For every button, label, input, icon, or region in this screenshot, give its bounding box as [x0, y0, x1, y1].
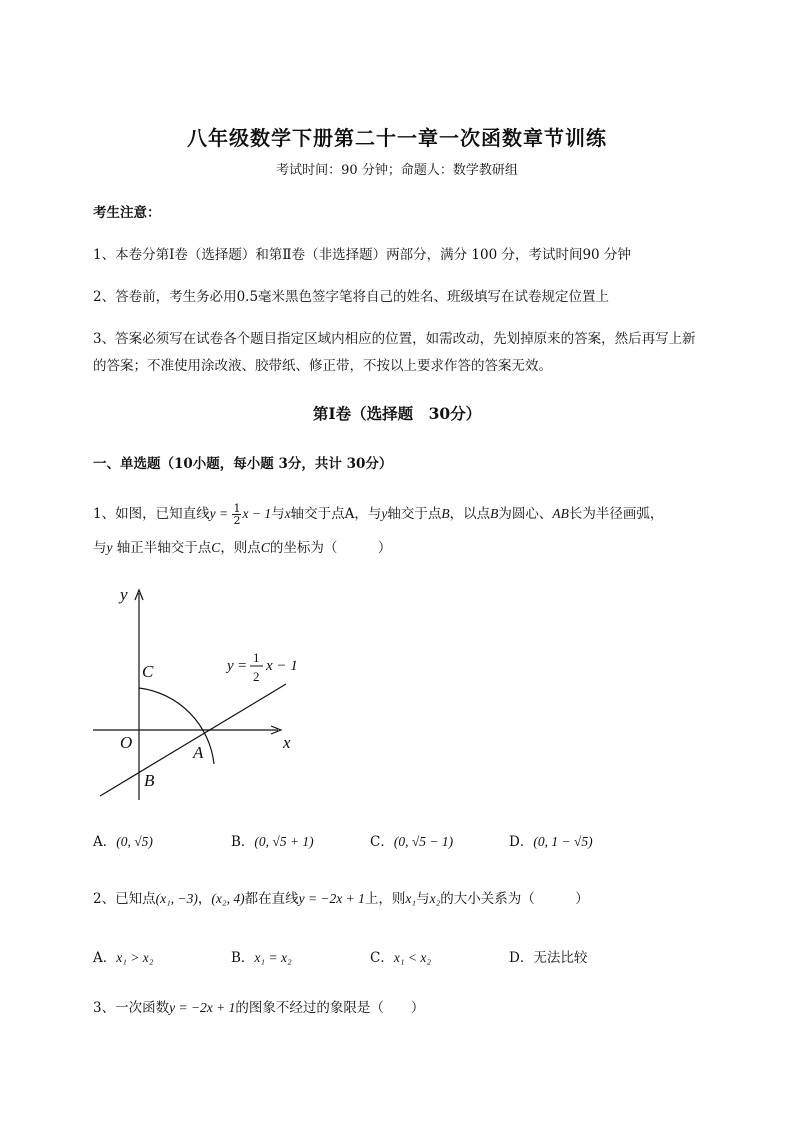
q1-text: 与	[271, 506, 285, 522]
option-letter: C．	[370, 834, 394, 850]
point-c-label: C	[142, 662, 154, 681]
q1-option-a[interactable]	[93, 830, 153, 850]
option-letter: B．	[231, 950, 255, 966]
q1-frac-den: 2	[233, 514, 241, 527]
note-item-2: 2、答卷前，考生务必用0.5毫米黑色签字笔将自己的姓名、班级填写在试卷规定位置上	[93, 289, 610, 305]
eq-den: 2	[253, 669, 260, 684]
q2-text: ，	[197, 891, 212, 907]
option-text: 无法比较	[533, 950, 588, 966]
q2-x2: x₂	[429, 891, 441, 906]
q1-figure	[86, 578, 316, 803]
q1-line1	[93, 502, 663, 526]
note-item-1: 1、本卷分第Ⅰ卷（选择题）和第Ⅱ卷（非选择题）两部分，满分 100 分，考试时间90 分钟	[93, 247, 631, 263]
q1-var-b: B	[441, 506, 450, 521]
q3-stem	[93, 996, 424, 1016]
q1-var-y: y	[106, 540, 113, 555]
part-title: 一、单选题（10小题，每小题 3分，共计 30分）	[93, 456, 393, 472]
eq-equals: =	[238, 658, 247, 674]
q2-option-c[interactable]	[370, 946, 431, 966]
note-item-3-cont: 的答案；不准使用涂改液、胶带纸、修正带，不按以上要求作答的答案无效。	[93, 358, 552, 374]
option-letter: D．	[509, 950, 534, 966]
notes-heading: 考生注意：	[93, 205, 161, 221]
q1-text: 与	[93, 540, 107, 556]
q2-text: 与	[416, 891, 430, 907]
q1-var-x: x	[284, 506, 291, 521]
q3-eq: y = −2x + 1	[169, 1000, 236, 1015]
q2-stem	[93, 887, 589, 907]
eq-num: 1	[253, 650, 260, 665]
q1-var-c: C	[211, 540, 221, 555]
eq-y: y	[227, 658, 234, 674]
q1-var-ab: AB	[552, 506, 569, 521]
q1-option-b[interactable]	[231, 830, 314, 850]
q2-text: 上，则	[364, 891, 406, 907]
page-title: 八年级数学下册第二十一章一次函数章节训练	[187, 126, 607, 150]
q1-eq-rest: x − 1	[242, 506, 272, 521]
q2-text: 的大小关系为（ ）	[440, 891, 589, 907]
option-letter: D．	[509, 834, 534, 850]
x-axis-label: x	[283, 733, 291, 752]
q2-option-d[interactable]	[509, 946, 587, 966]
option-letter: C．	[370, 950, 394, 966]
q1-text: ，则点	[220, 540, 261, 556]
q1-text: 为圆心、	[498, 506, 553, 522]
option-text: (0, √5)	[116, 834, 153, 849]
option-text: x₁ < x₂	[393, 950, 432, 965]
q3-text: 的图象不经过的象限是（ ）	[235, 1000, 425, 1016]
q1-text: 轴正半轴交于点	[112, 540, 212, 556]
option-text: (0, √5 + 1)	[254, 834, 314, 849]
q1-var-c: C	[260, 540, 270, 555]
q2-point-1: (x₁, −3)	[155, 891, 198, 906]
option-letter: B．	[231, 834, 255, 850]
q1-text: 的坐标为（ ）	[269, 540, 392, 556]
q2-point-2: (x₂, 4)	[211, 891, 245, 906]
origin-label: O	[120, 733, 133, 752]
q1-var-y: y	[381, 506, 388, 521]
q1-option-d[interactable]	[509, 830, 593, 850]
option-letter: A．	[93, 834, 117, 850]
q2-option-b[interactable]	[231, 946, 292, 966]
q3-text: 3、一次函数	[93, 1000, 170, 1016]
point-a-label: A	[193, 743, 204, 762]
q1-text: 长为半径画弧，	[568, 506, 664, 522]
option-letter: A．	[93, 950, 117, 966]
q2-x1: x₁	[405, 891, 417, 906]
y-axis-label: y	[120, 585, 128, 604]
exam-info: 考试时间：90 分钟；命题人：数学教研组	[276, 163, 518, 178]
option-text: (0, √5 − 1)	[393, 834, 454, 849]
section-title: 第Ⅰ卷（选择题 30分）	[312, 404, 482, 423]
point-b-label: B	[144, 771, 155, 790]
q1-eq-eq: =	[215, 506, 232, 521]
q1-var-b: B	[490, 506, 499, 521]
option-text: (0, 1 − √5)	[533, 834, 593, 849]
note-item-3: 3、答案必须写在试卷各个题目指定区域内相应的位置，如需改动，先划掉原来的答案，然后再写上新	[93, 331, 696, 347]
q2-line-eq: y = −2x + 1	[298, 891, 365, 906]
q1-option-c[interactable]	[370, 830, 453, 850]
q1-text: ，以点	[449, 506, 491, 522]
q1-text: 1、如图，已知直线	[93, 506, 210, 522]
q1-frac-num: 1	[233, 502, 241, 515]
q1-eq-lhs: y	[209, 506, 216, 521]
q2-text: 2、已知点	[93, 891, 156, 907]
q2-text: 都在直线	[244, 891, 299, 907]
q1-line2	[93, 536, 391, 556]
eq-rest: x − 1	[266, 658, 298, 674]
option-text: x₁ > x₂	[116, 950, 154, 965]
option-text: x₁ = x₂	[254, 950, 292, 965]
q1-text: 轴交于点A，与	[290, 506, 382, 522]
q2-option-a[interactable]	[93, 946, 153, 966]
q1-fraction	[232, 503, 241, 526]
q1-text: 轴交于点	[387, 506, 442, 522]
